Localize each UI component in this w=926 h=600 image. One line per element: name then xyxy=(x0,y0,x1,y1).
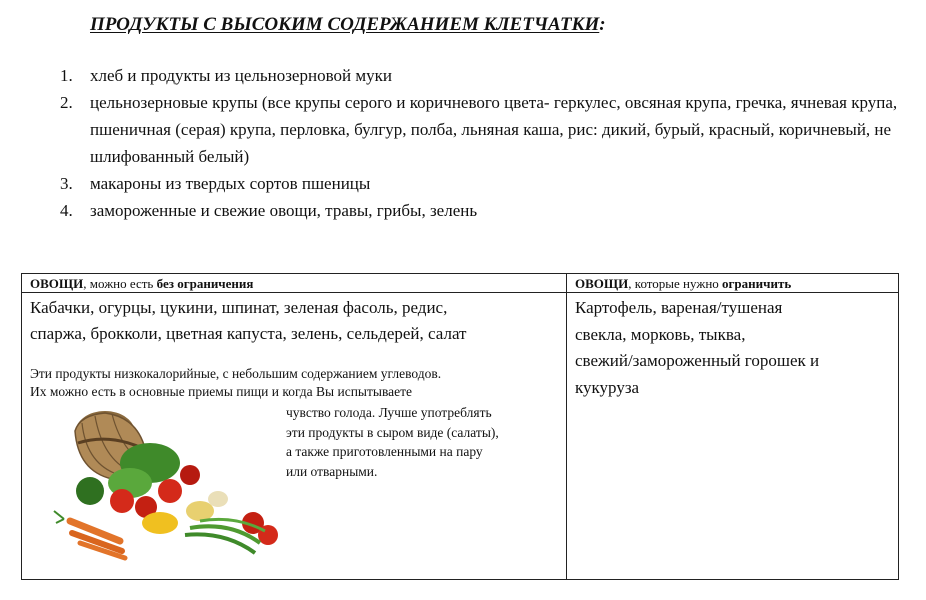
page-title xyxy=(90,14,606,36)
unlimited-vegetables-header: ОВОЩИ, можно есть без ограничения xyxy=(22,274,567,293)
list-item-number: 2. xyxy=(60,93,73,112)
list-item-text: хлеб и продукты из цельнозерновой муки xyxy=(90,66,392,85)
list-item xyxy=(60,197,900,224)
limited-vegetables-list: Картофель, вареная/тушеная свекла, морковь, тыква, свежий/замороженный горошек и кукуруза xyxy=(575,298,820,397)
list-item-text: цельнозерновые крупы (все крупы серого и коричневого цвета- геркулес, овсяная крупа, гречка, ячневая крупа, пшеничная (серая) крупа, перловка, булгур, полба, льняная каша, рис: дикий, бурый, красный, коричневый, не шлифованный белый) xyxy=(90,93,898,166)
list-item-text: замороженные и свежие овощи, травы, грибы, зелень xyxy=(90,201,478,220)
list-item xyxy=(60,62,900,89)
unlimited-vegetables-list: Кабачки, огурцы, цукини, шпинат, зеленая фасоль, редис, спаржа, брокколи, цветная капуста, зелень, сельдерей, салат xyxy=(30,298,467,343)
vegetables-note: Эти продукты низкокалорийные, с небольшим содержанием углеводов. Их можно есть в основные приемы пищи и когда Вы испытываете xyxy=(30,366,442,399)
fiber-products-list xyxy=(60,62,900,224)
limited-vegetables-cell xyxy=(567,293,899,580)
list-item-number: 1. xyxy=(60,66,73,85)
vegetables-table xyxy=(21,273,899,580)
page-title-text: ПРОДУКТЫ С ВЫСОКИМ СОДЕРЖАНИЕМ КЛЕТЧАТКИ xyxy=(90,14,600,35)
list-item-number: 3. xyxy=(60,174,73,193)
table-row xyxy=(22,293,899,580)
unlimited-vegetables-cell xyxy=(22,293,567,580)
list-item xyxy=(60,170,900,197)
vegetables-basket-image xyxy=(50,403,290,563)
list-item xyxy=(60,89,900,170)
limited-vegetables-header: ОВОЩИ, которые нужно ограничить xyxy=(567,274,899,293)
vegetables-note-continued: чувство голода. Лучше употреблять эти продукты в сыром виде (салаты), а также приготовленными на пару или отварными. xyxy=(286,405,499,479)
page-title-suffix: : xyxy=(599,14,606,35)
table-header-row xyxy=(22,274,899,293)
list-item-text: макароны из твердых сортов пшеницы xyxy=(90,174,371,193)
list-item-number: 4. xyxy=(60,201,73,220)
